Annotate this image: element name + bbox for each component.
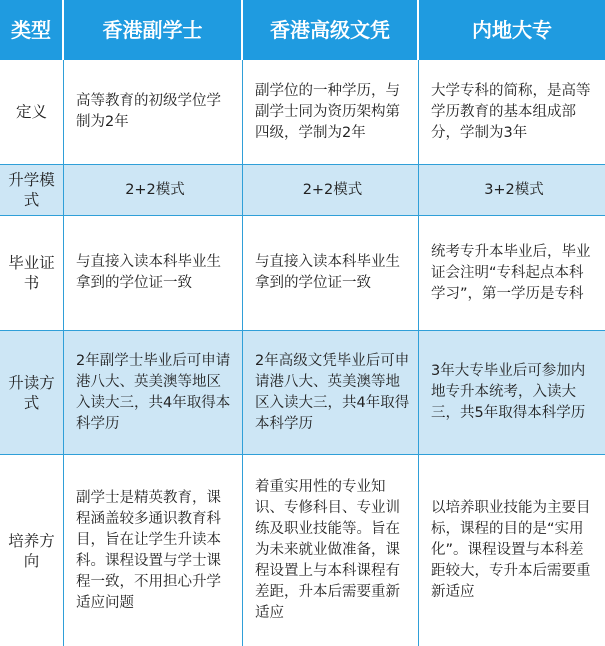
cell-definition-col2: 副学位的一种学历，与副学士同为资历架构第四级，学制为2年 [243,60,419,165]
cell-certificate-col1: 与直接入读本科毕业生拿到的学位证一致 [64,216,243,331]
cell-certificate-col2: 与直接入读本科毕业生拿到的学位证一致 [243,216,419,331]
header-mainland-college: 内地大专 [419,0,605,60]
cell-training-col1: 副学士是精英教育，课程涵盖较多通识教育科目，旨在让学生升读本科。课程设置与学士课程一致，不用担心升学适应问题 [64,455,243,646]
cell-study-path-col1: 2年副学士毕业后可申请港八大、英美澳等地区入读大三，共4年取得本科学历 [64,331,243,455]
row-label-training-direction: 培养方向 [0,455,64,646]
row-label-certificate: 毕业证书 [0,216,64,331]
header-hk-higher-diploma: 香港高级文凭 [243,0,419,60]
cell-progression-col2: 2+2模式 [243,165,419,216]
header-hk-associate-degree: 香港副学士 [64,0,243,60]
cell-training-col3: 以培养职业技能为主要目标，课程的目的是“实用化”。课程设置与本科差距较大，专升本后需要重新适应 [431,500,591,600]
cell-definition-col3: 大学专科的简称，是高等学历教育的基本组成部分，学制为3年 [419,60,605,165]
cell-progression-col3: 3+2模式 [419,165,605,216]
cell-study-path-col2: 2年高级文凭毕业后可申请港八大、英美澳等地区入读大三，共4年取得本科学历 [243,331,419,455]
row-label-progression-mode: 升学模式 [0,165,64,216]
cell-progression-col1: 2+2模式 [64,165,243,216]
row-label-study-path: 升读方式 [0,331,64,455]
cell-study-path-col3: 3年大专毕业后可参加内地专升本统考，入读大三，共5年取得本科学历 [419,331,605,455]
header-type: 类型 [0,0,64,60]
cell-training-col2: 着重实用性的专业知识、专修科目、专业训练及职业技能等。旨在为未来就业做准备，课程设置上与本科课程有差距，升本后需要重新适应 [243,455,419,646]
cell-certificate-col3: 统考专升本毕业后，毕业证会注明“专科起点本科学习”，第一学历是专科 [419,216,605,331]
cell-definition-col1: 高等教育的初级学位学制为2年 [64,60,243,165]
row-label-definition: 定义 [0,60,64,165]
